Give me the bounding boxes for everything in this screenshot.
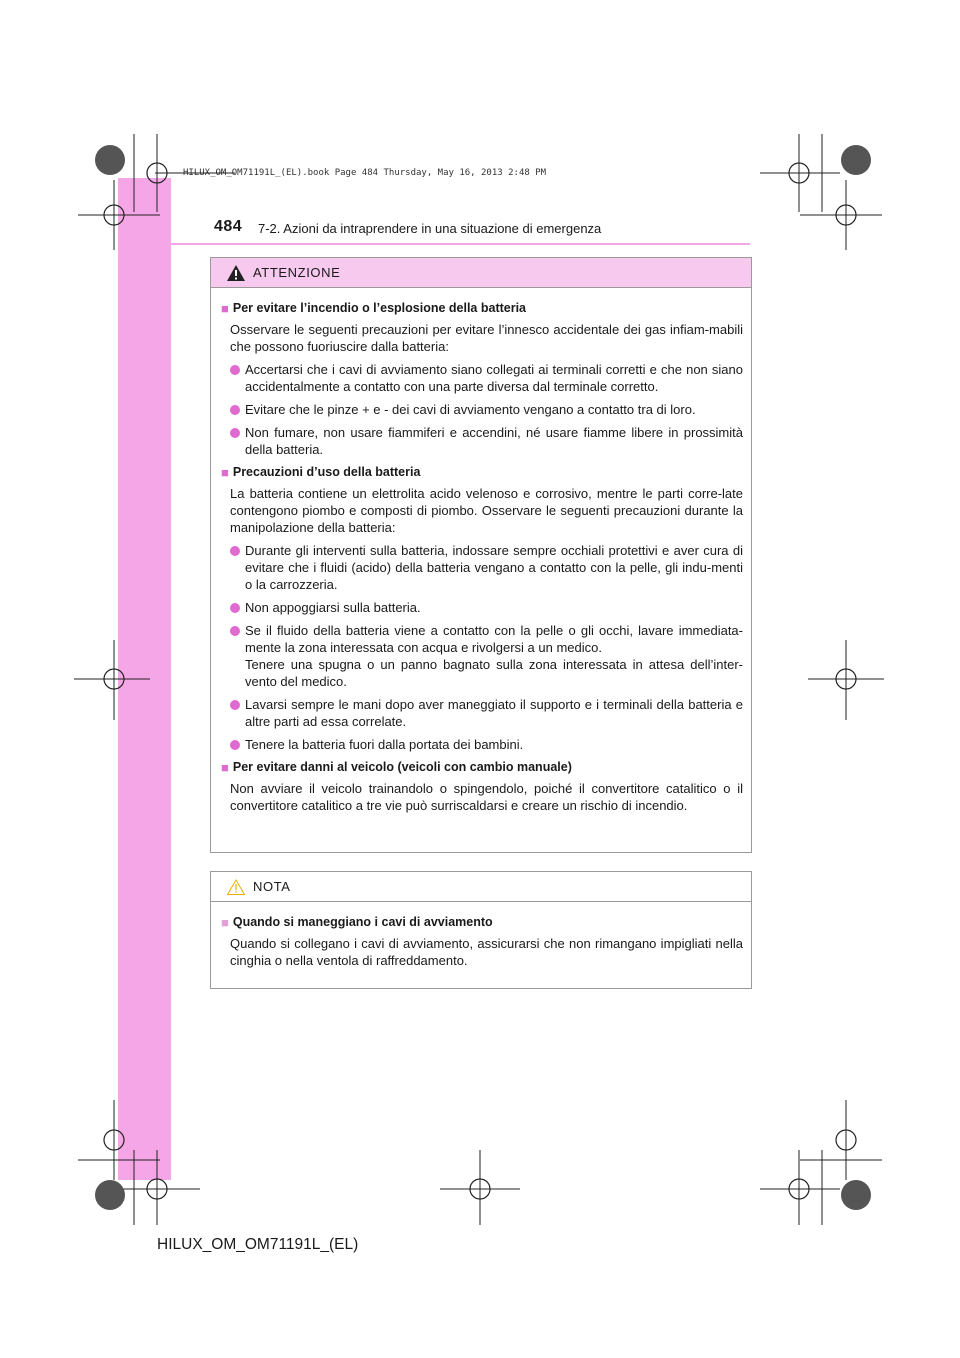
section-paragraph: Non avviare il veicolo trainandolo o spingendolo, poiché il convertitore catalitico o il convertitore catalitico a tre vie può surriscaldarsi e creare un rischio di incendio. — [230, 781, 743, 813]
warning-section — [221, 464, 743, 753]
bullet-dot-icon — [230, 428, 240, 438]
bullet-item: Accertarsi che i cavi di avviamento siano collegati ai terminali corretti e che non siano accidentalmente a contatto con una parte diversa dal terminale corretto. — [230, 361, 743, 395]
section-square-icon: ■ — [221, 760, 229, 775]
section-square-icon: ■ — [221, 465, 229, 480]
bullet-line: Tenere una spugna o un panno bagnato sulla zona interessata in attesa dell’inter-vento del medico. — [245, 657, 743, 689]
section-title: 7-2. Azioni da intraprendere in una situazione di emergenza — [258, 221, 602, 236]
bullet-dot-icon — [230, 546, 240, 556]
bullet-item: Non appoggiarsi sulla batteria. — [230, 599, 743, 616]
bullet-dot-icon — [230, 740, 240, 750]
section-title-text: Per evitare l’incendio o l’esplosione della batteria — [232, 301, 527, 315]
bullet-item — [230, 622, 743, 690]
section-paragraph: Quando si collegano i cavi di avviamento, assicurarsi che non rimangano impigliati nella cinghia o nella ventola di raffreddamento. — [230, 936, 743, 968]
section-square-icon: ■ — [221, 301, 229, 316]
bullet-item: Evitare che le pinze + e - dei cavi di avviamento vengano a contatto tra di loro. — [230, 401, 743, 418]
warning-section — [221, 759, 743, 814]
bullet-dot-icon — [230, 405, 240, 415]
warning-header — [211, 258, 751, 288]
note-box — [210, 871, 752, 989]
book-stamp: HILUX_OM_OM71191L_(EL).book Page 484 Thursday, May 16, 2013 2:48 PM — [183, 168, 547, 178]
section-title-text: Precauzioni d’uso della batteria — [232, 465, 421, 479]
warning-box — [210, 257, 752, 853]
bullet-dot-icon — [230, 700, 240, 710]
page-number: 484 — [214, 218, 243, 235]
section-paragraph: La batteria contiene un elettrolita acido velenoso e corrosivo, mentre le parti corre-late contengono piombo e composti di piombo. Osservare le seguenti precauzioni durante la manipolazione della batteria: — [230, 486, 743, 535]
bullet-dot-icon — [230, 626, 240, 636]
header-rule — [118, 243, 750, 245]
note-header — [211, 872, 751, 902]
footer-code: HILUX_OM_OM71191L_(EL) — [157, 1236, 359, 1253]
bullet-item: Durante gli interventi sulla batteria, indossare sempre occhiali protettivi e aver cura di evitare che i fluidi (acido) della batteria vengano a contatto con la pelle, gli indu-menti o la carrozzeria. — [230, 542, 743, 593]
bullet-dot-icon — [230, 603, 240, 613]
warning-label: ATTENZIONE — [253, 265, 341, 280]
section-title-text: Quando si maneggiano i cavi di avviamento — [232, 915, 493, 929]
section-square-icon: ■ — [221, 915, 229, 930]
note-section — [221, 914, 743, 969]
note-body — [211, 902, 751, 969]
bullet-dot-icon — [230, 365, 240, 375]
section-paragraph: Osservare le seguenti precauzioni per evitare l’innesco accidentale dei gas infiam-mabili che possono fuoriuscire dalla batteria: — [230, 322, 743, 354]
note-label: NOTA — [253, 879, 291, 894]
bullet-item: Non fumare, non usare fiammiferi e accendini, né usare fiamme libere in prossimità della batteria. — [230, 424, 743, 458]
warning-body — [211, 288, 751, 814]
page-color-strip — [118, 178, 171, 1180]
warning-section — [221, 300, 743, 458]
section-title-text: Per evitare danni al veicolo (veicoli con cambio manuale) — [232, 760, 572, 774]
bullet-item: Tenere la batteria fuori dalla portata dei bambini. — [230, 736, 743, 753]
bullet-item: Lavarsi sempre le mani dopo aver maneggiato il supporto e i terminali della batteria e altre parti ad essa correlate. — [230, 696, 743, 730]
caution-outline-triangle-icon — [227, 879, 245, 895]
warning-triangle-icon — [227, 265, 245, 281]
bullet-line: Se il fluido della batteria viene a contatto con la pelle o gli occhi, lavare immediata-mente la zona interessata con acqua e rivolgersi a un medico. — [245, 623, 743, 655]
